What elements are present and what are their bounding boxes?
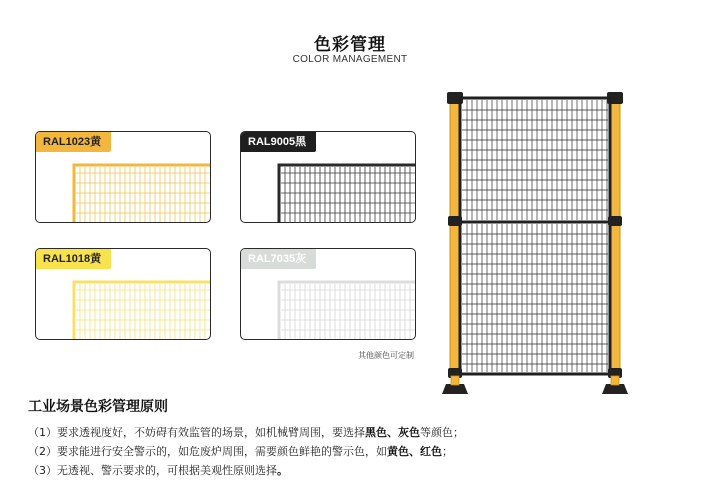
swatch-card-ral1023 [35, 131, 211, 223]
rule-number: （3） [28, 464, 57, 477]
rule-text: 要求透视度好，不妨碍有效监管的场景，如机械臂周围，要选择 [57, 426, 365, 439]
sample-mesh [281, 284, 415, 339]
rule-item-3 [28, 461, 708, 480]
rule-emphasis: 。 [277, 464, 288, 477]
swatch-label: RAL1018黄 [36, 249, 111, 269]
left-clamp-mid [448, 216, 462, 226]
swatch-card-ral1018 [35, 248, 211, 340]
rule-item-1 [28, 423, 708, 442]
mesh-panel-lower [460, 222, 610, 374]
right-foot [611, 376, 619, 385]
rule-text: 要求能进行安全警示的，如危废炉周围，需要颜色鲜艳的警示色，如 [57, 445, 387, 458]
page-subtitle: COLOR MANAGEMENT [292, 54, 408, 65]
fence-mesh [462, 100, 608, 372]
rule-item-2 [28, 442, 708, 461]
rule-text: 无透视、警示要求的，可根据美观性原则选择 [57, 464, 277, 477]
swatch-label: RAL1023黄 [36, 132, 111, 152]
rule-text-end: 等颜色； [420, 426, 464, 439]
page-title: 色彩管理 [314, 35, 386, 55]
rules-list [28, 423, 708, 480]
sample-mesh [76, 284, 210, 339]
sample-mesh [76, 167, 210, 222]
swatch-label: RAL7035灰 [241, 249, 316, 269]
fence-illustration [440, 88, 640, 400]
custom-color-note: 其他颜色可定制 [358, 351, 414, 360]
swatch-card-ral9005 [240, 131, 416, 223]
right-clamp-mid [608, 216, 622, 226]
rule-emphasis: 黑色、灰色 [365, 426, 420, 439]
right-base-plate [602, 384, 628, 394]
rule-number: （2） [28, 445, 57, 458]
rule-text-end: ； [442, 445, 453, 458]
rule-number: （1） [28, 426, 57, 439]
section-title: 工业场景色彩管理原则 [28, 399, 168, 415]
swatch-label: RAL9005黑 [241, 132, 316, 152]
swatch-card-ral7035 [240, 248, 416, 340]
sample-mesh [281, 167, 415, 222]
left-base-plate [442, 384, 468, 394]
rule-emphasis: 黄色、红色 [387, 445, 442, 458]
left-foot [451, 376, 459, 385]
